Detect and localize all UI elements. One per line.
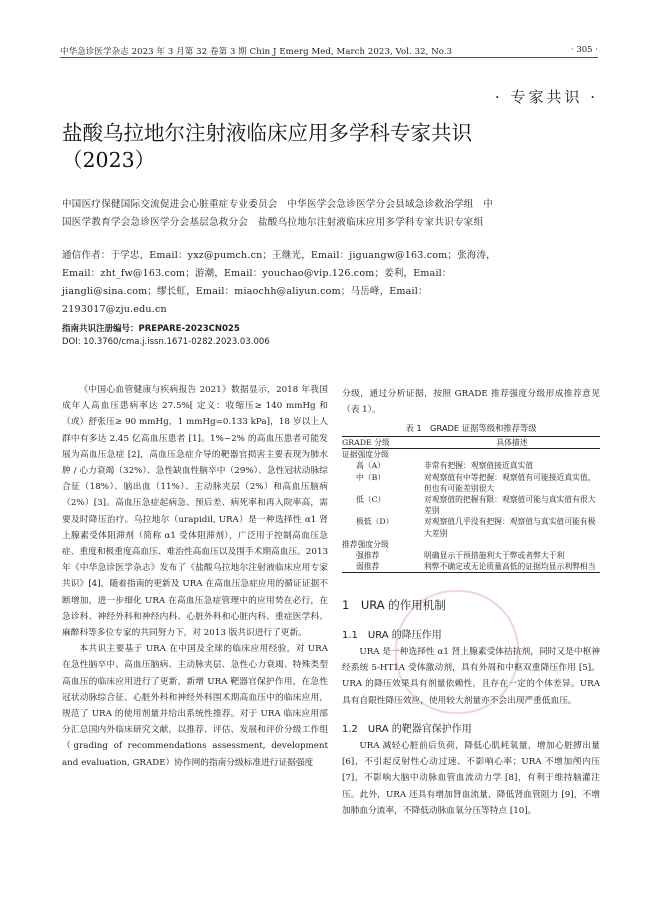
article-title: 盐酸乌拉地尔注射液临床应用多学科专家共识（2023） [62,121,472,172]
body-paragraph: URA 是一种选择性 α1 肾上腺素受体拮抗剂，同时又是中枢神经系统 5-HT1A 受体激动剂，具有外周和中枢双重降压作用 [5]。URA 的降压效果具有剂量依赖性，且存在一定的个体差异。URA 具有自限性降压效应，使用较大剂量亦不会出现严重低血压。 [342,647,600,706]
table-row [342,472,600,494]
corresponding-authors: 通信作者：于学忠，Email：yxz@pumch.cn；王继光，Email：jiguangw@163.com；张海涛，Email：zht_fw@163.com；游潮，Email：youchao@vip.126.com；姜利，Email：jiangli@sina.com；缪长虹，Email：miaochh@aliyun.com；马岳峰，Email：2193017@zju.edu.cn [62,250,496,315]
grade-cell: 中（B） [356,472,386,482]
body-paragraph: URA 减轻心脏前后负荷，降低心肌耗氧量，增加心脏搏出量 [6]，不引起反射性心动过速、不影响心率；URA 不增加颅内压 [7]，不影响大脑中动脉血管血流动力学 [8]，有利于维持脑灌注压。此外，URA 还具有增加肾血流量，降低肾血管阻力 [9]，不增加肺血分流率，不降低动脉血氧分压等特点 [10]。 [342,741,600,816]
body-paragraph: 《中国心血管健康与疾病报告 2021》数据显示，2018 年我国成年人高血压患病率达 27.5%[ 定义：收缩压≥ 140 mmHg 和（或）舒张压≥ 90 mmHg，1 mmHg=0.133 kPa]，18 岁以上人群中有多达 2.45 亿高血压患者 [1]。1%~2% 的高血压患者可能发展为高血压急症 [2]，高血压急症介导的靶器官损害主要表现为肺水肿 / 心力衰竭（32%）、急性缺血性脑卒中（29%）、急性冠状动脉综合征（18%）、脑出血（11%）、主动脉夹层（2%）和高血压脑病（2%）[3]。高血压急症起病急、预后差、病死率和再入院率高，需要及时降压治疗。乌拉地尔（urapidil, URA）是一种选择性 α1 肾上腺素受体阻滞剂（简称 α1 受体阻滞剂），广泛用于控制高血压急症、重度和极重度高血压、难治性高血压以及围手术期高血压。2013 年《中华急诊医学杂志》发布了《盐酸乌拉地尔注射液临床应用专家共识》[4]，随着指南的更新及 URA 在高血压急症应用的循证证据不断增加，进一步细化 URA 在高血压急症管理中的应用势在必行，在急诊科、神经外科和神经内科、心脏外科和心脏内科、重症医学科、麻醉科等多位专家的共同努力下，对 2013 版共识进行了更新。 [62,385,328,639]
table-header: 具体描述 [424,437,600,449]
subsection-heading: 1.1 URA 的降压作用 [342,630,442,641]
description-cell: 非常有把握：观察值接近真实值 [424,461,534,471]
grade-table [342,436,600,573]
description-cell [424,539,600,550]
body-paragraph: 本共识主要基于 URA 在中国及全球的临床应用经验，对 URA 在急性脑卒中、高血压脑病、主动脉夹层、急性心力衰竭、特殊类型高血压的临床应用进行了更新，新增 URA 靶器官保护作用，在急性冠状动脉综合征、心脏外科和神经外科围术期高血压中的临床应用，规范了 URA 的使用剂量并给出系统性推荐。对于 URA 临床应用部分汇总国内外临床研究文献，以推荐、评估、发展和评价分级工作组（grading of recommendations assessment, development and evaluation, GRADE）协作网的指南分级标准进行证据强度 [62,644,328,768]
right-intro [342,386,600,418]
running-head: 中华急诊医学杂志 2023 年 3 月第 32 卷第 3 期 Chin J Emerg Med, March 2023, Vol. 32, No.3 [60,47,453,57]
grade-cell: 极低（D） [356,517,394,527]
left-column [62,382,328,771]
table-row [342,516,600,538]
table-row [342,550,600,561]
description-cell: 明确显示干预措施利大于弊或者弊大于利 [424,551,565,561]
grade-cell: 强推荐 [356,551,380,561]
table-row [342,460,600,471]
doi: DOI: 10.3760/cma.j.issn.1671-0282.2023.03.006 [62,337,270,347]
description-cell: 对观察值有中等把握：观察值有可能接近真实值，但也有可能差别很大 [424,472,596,493]
grade-cell: 证据强度分级 [342,450,389,460]
grade-cell: 高（A） [356,461,386,471]
table-row [342,449,600,461]
grade-cell: 推荐强度分级 [342,539,389,549]
description-cell: 对观察值的把握有限：观察值可能与真实值有很大差别 [424,495,596,516]
section-heading: 1 URA 的作用机制 [342,598,446,612]
body-paragraph: 分级，通过分析证据，按照 GRADE 推荐强度分级形成推荐意见（表 1）。 [342,389,600,416]
section-1-2 [342,720,600,819]
description-cell: 对观察值几乎没有把握：观察值与真实值可能有极大差别 [424,517,596,538]
table-row [342,539,600,550]
header-rule [60,57,598,58]
registration-number: 指南共识注册编号：PREPARE-2023CN025 [62,324,240,334]
author-organizations: 中国医疗保健国际交流促进会心脏重症专业委员会 中华医学会急诊医学分会县域急诊救治学组 中国医学教育学会急诊医学分会基层急救分会 盐酸乌拉地尔注射液临床应用多学科专家共识专家组 [62,199,494,228]
grade-cell: 低（C） [356,495,386,505]
section-label: · 专家共识 · [494,88,598,106]
table-row [342,494,600,516]
section-1-1 [342,626,600,709]
page-number: · 305 · [570,45,598,55]
description-cell [424,449,600,461]
grade-cell: 弱推荐 [342,561,424,573]
description-cell: 利弊不确定或无论质量高低的证据均显示利弊相当 [424,561,600,573]
table-header: GRADE 分级 [342,437,424,449]
table-row [342,561,600,573]
subsection-heading: 1.2 URA 的靶器官保护作用 [342,724,472,735]
table-caption: 表 1 GRADE 证据等级和推荐等级 [405,423,537,433]
